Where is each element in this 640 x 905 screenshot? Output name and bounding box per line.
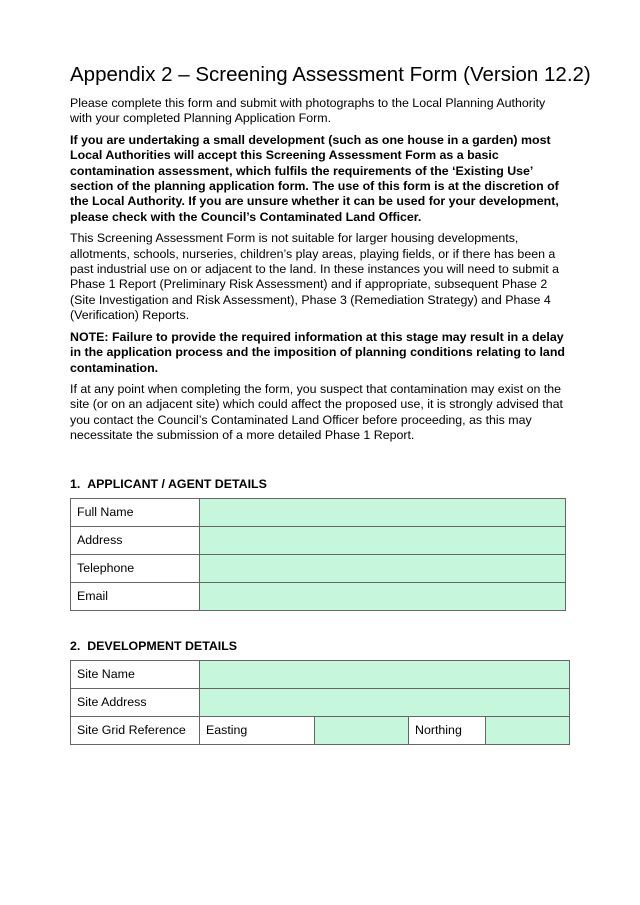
- northing-field[interactable]: [486, 716, 570, 744]
- site-address-field[interactable]: [200, 688, 570, 716]
- intro-paragraph: Please complete this form and submit with photographs to the Local Planning Authority with your completed Planning Application Form.: [70, 96, 546, 126]
- northing-label: Northing: [409, 716, 486, 744]
- easting-field[interactable]: [315, 716, 409, 744]
- page-title: Appendix 2 – Screening Assessment Form (Version 12.2): [70, 63, 591, 86]
- full-name-field[interactable]: [200, 498, 566, 526]
- contamination-advice-paragraph: If at any point when completing the form, you suspect that contamination may exist on the site (or on an adjacent site) which could affect the proposed use, it is strongly advised that you contact the Council’s Contaminated Land Officer before proceeding, as this may necessitate the submission of a more detailed Phase 1 Report.: [70, 381, 563, 443]
- applicant-details-table: [70, 498, 566, 611]
- table-row: [71, 554, 566, 582]
- table-row: [71, 716, 570, 744]
- section-development-title: 2. DEVELOPMENT DETAILS: [70, 638, 238, 653]
- email-label: Email: [71, 582, 200, 610]
- full-name-label: Full Name: [71, 498, 200, 526]
- table-row: [71, 498, 566, 526]
- site-name-label: Site Name: [71, 660, 200, 688]
- table-row: [71, 688, 570, 716]
- note-paragraph: NOTE: Failure to provide the required information at this stage may result in a delay in the application process and the imposition of planning conditions relating to land contamination.: [70, 329, 565, 375]
- section-applicant-title: 1. APPLICANT / AGENT DETAILS: [70, 476, 267, 491]
- table-row: [71, 582, 566, 610]
- address-field[interactable]: [200, 526, 566, 554]
- suitability-paragraph: This Screening Assessment Form is not suitable for larger housing developments, allotments, schools, nurseries, children’s play areas, playing fields, or if there has been a past industrial use on or adjacent to the land. In these instances you will need to submit a Phase 1 Report (Preliminary Risk Assessment) and if appropriate, subsequent Phase 2 (Site Investigation and Risk Assessment), Phase 3 (Remediation Strategy) and Phase 4 (Verification) Reports.: [70, 231, 560, 323]
- telephone-field[interactable]: [200, 554, 566, 582]
- address-label: Address: [71, 526, 200, 554]
- table-row: [71, 660, 570, 688]
- site-address-label: Site Address: [71, 688, 200, 716]
- email-field[interactable]: [200, 582, 566, 610]
- small-development-paragraph: If you are undertaking a small development (such as one house in a garden) most Local Authorities will accept this Screening Assessment Form as a basic contamination assessment, which fulfils the requirements of the ‘Existing Use’ section of the planning application form. The use of this form is at the discretion of the Local Authority. If you are unsure whether it can be used for your development, please check with the Council’s Contaminated Land Officer.: [70, 132, 559, 224]
- development-details-table: [70, 660, 570, 745]
- site-name-field[interactable]: [200, 660, 570, 688]
- site-grid-reference-label: Site Grid Reference: [71, 716, 200, 744]
- document-page: [70, 62, 591, 745]
- table-row: [71, 526, 566, 554]
- telephone-label: Telephone: [71, 554, 200, 582]
- easting-label: Easting: [200, 716, 315, 744]
